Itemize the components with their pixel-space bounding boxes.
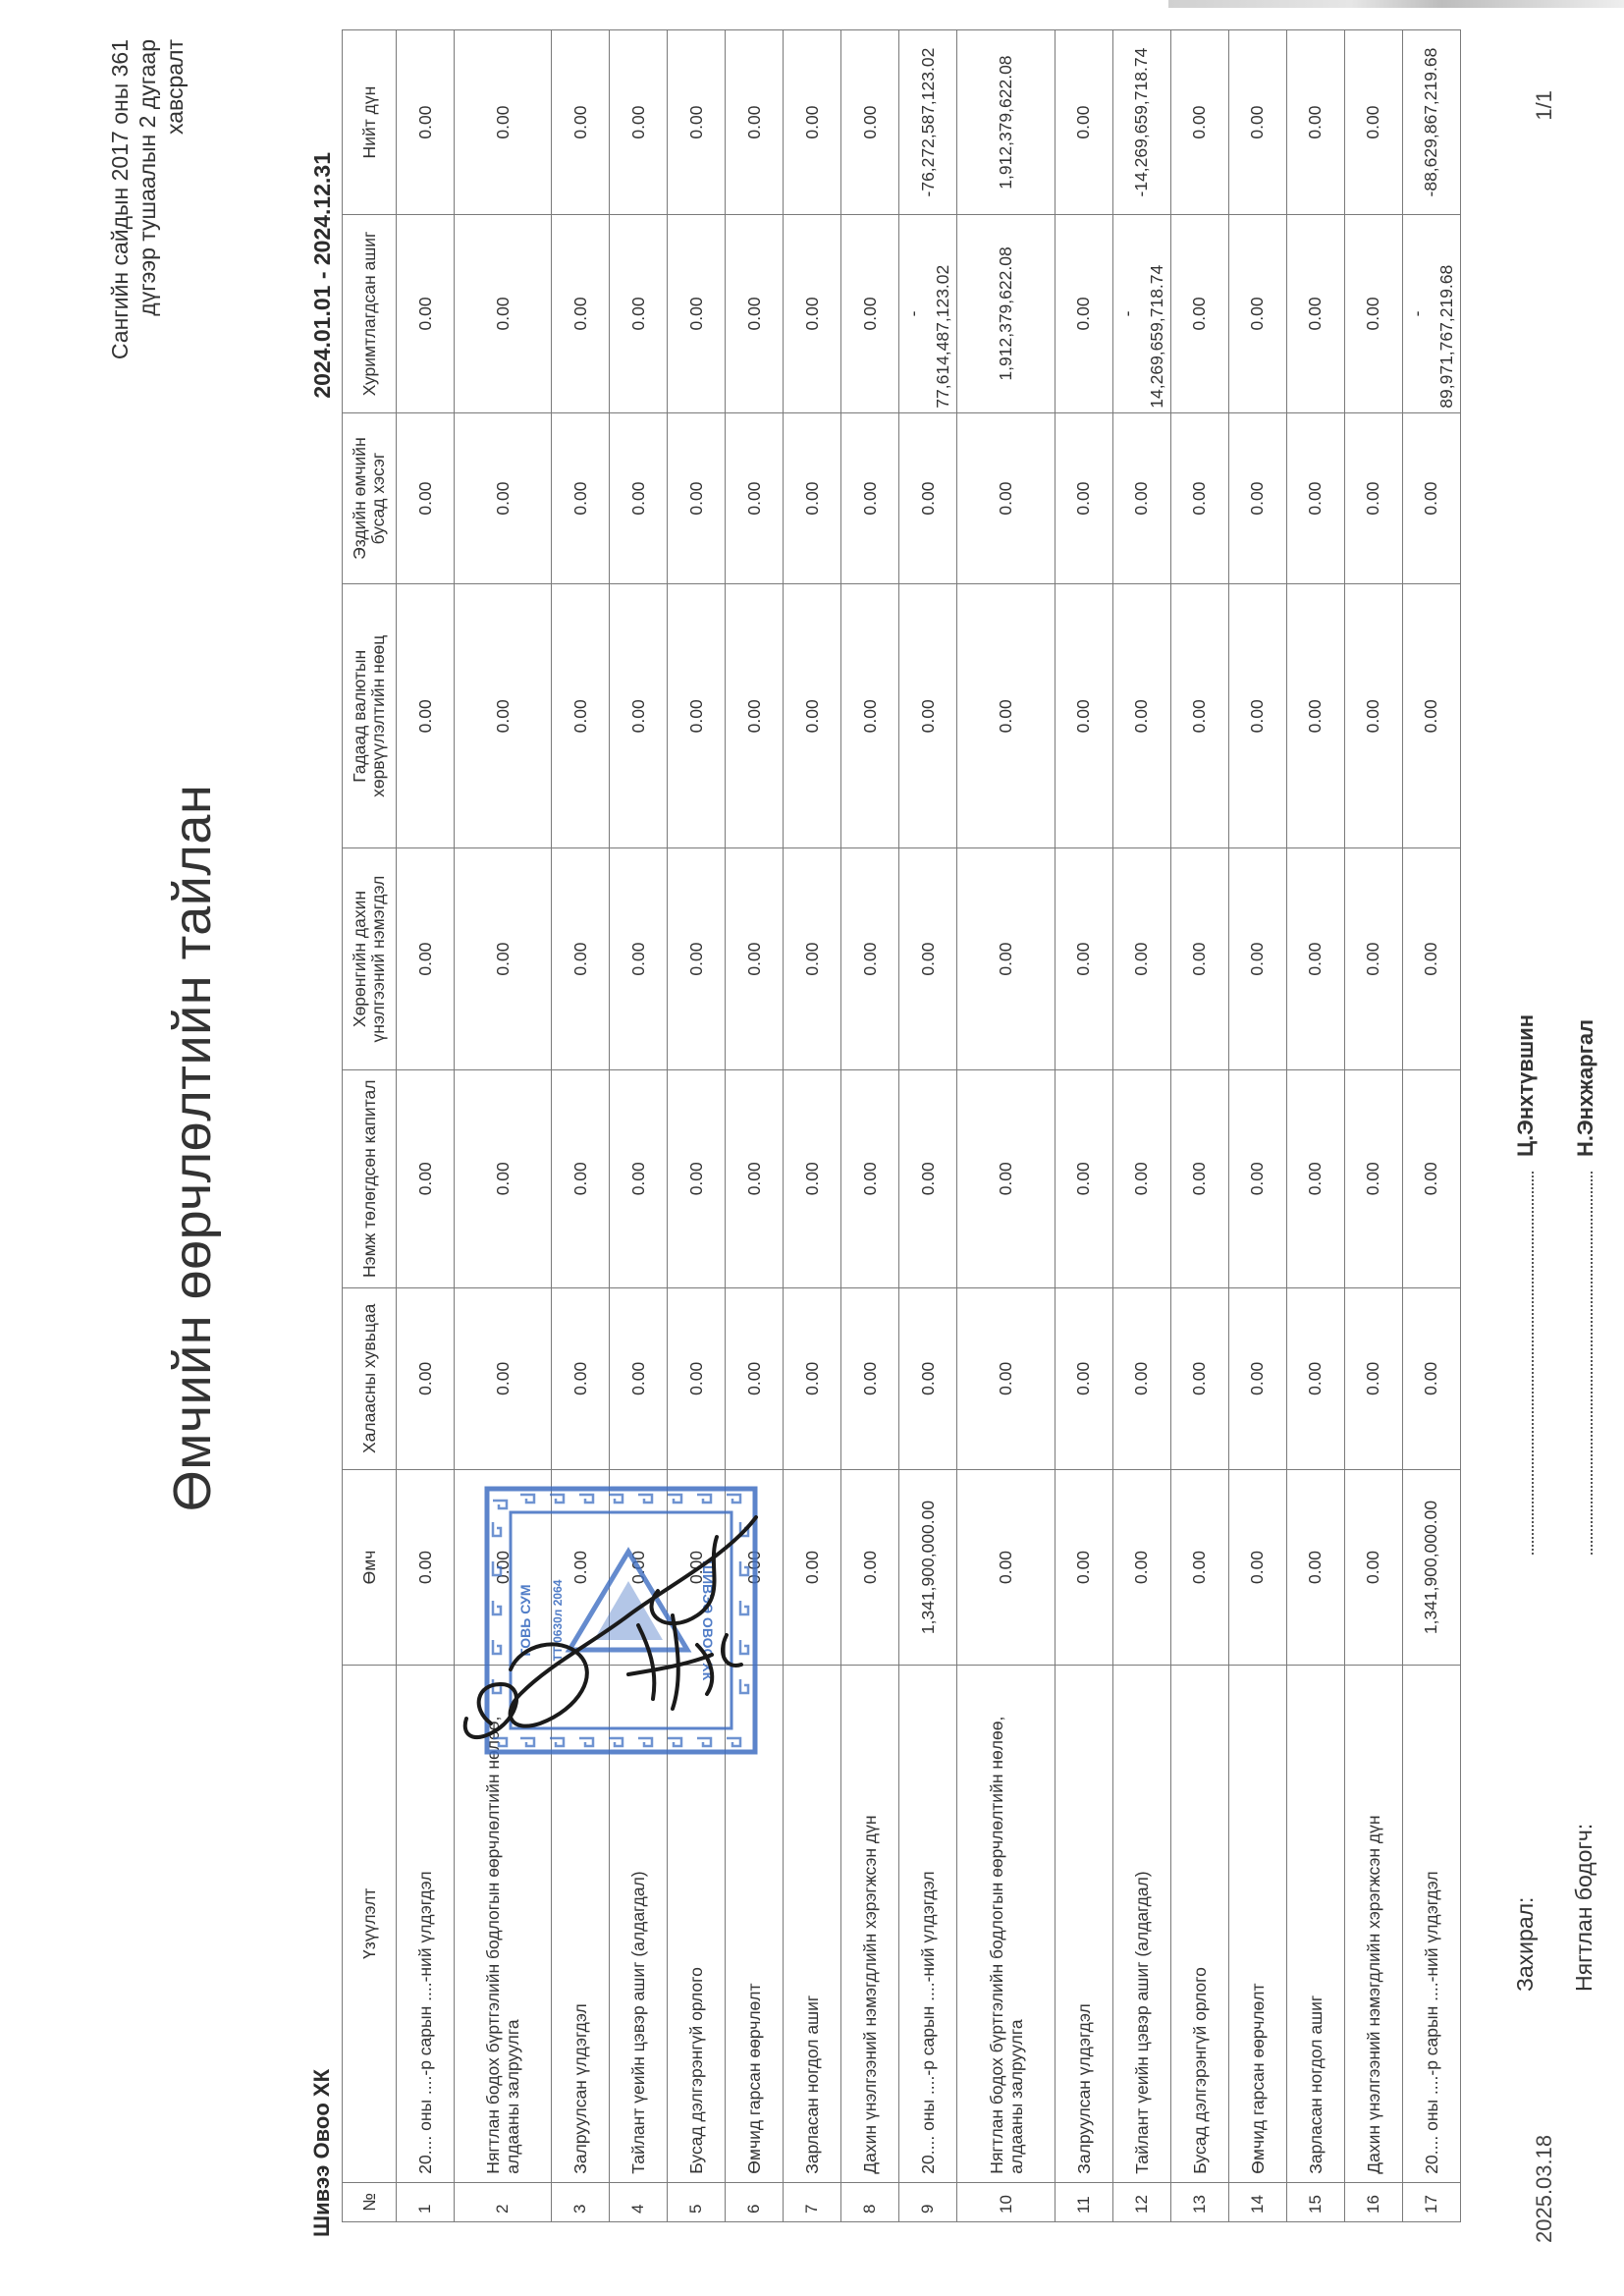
cell-treasury-shares: 0.00 [1170, 1287, 1228, 1469]
cell-treasury-shares: 0.00 [899, 1287, 957, 1469]
stamp-text-bottom: ШИВЭЭ ОВОО ХК [700, 1559, 716, 1681]
cell-other-equity: 0.00 [899, 412, 957, 584]
director-label: Захирал: [1512, 1896, 1538, 1992]
col-header-indicator: Үзүүлэлт [343, 1665, 397, 2182]
cell-total: -88,629,867,219.68 [1402, 30, 1460, 215]
cell-equity: 0.00 [1344, 1470, 1402, 1666]
cell-revaluation-surplus: 0.00 [610, 848, 668, 1070]
row-number: 17 [1402, 2182, 1460, 2221]
cell-equity: 1,341,900,000.00 [1402, 1470, 1460, 1666]
table-row [397, 30, 455, 2222]
table-row [1170, 30, 1228, 2222]
cell-equity: 0.00 [610, 1470, 668, 1666]
cell-revaluation-surplus: 0.00 [1170, 848, 1228, 1070]
retained-amount: 14,269,659,718.74 [1146, 264, 1166, 409]
col-header-no: № [343, 2182, 397, 2221]
row-indicator: 20.... оны ....-р сарын ....-ний үлдэгдэл [1402, 1665, 1460, 2182]
row-indicator: 20.... оны ....-р сарын ....-ний үлдэгдэл [899, 1665, 957, 2182]
reference-line-2: дүгээр тушаалын 2 дугаар [135, 39, 160, 316]
cell-other-equity: 0.00 [552, 412, 610, 584]
cell-additional-capital: 0.00 [552, 1069, 610, 1287]
cell-total: 0.00 [784, 30, 841, 215]
retained-minus-sign: - [903, 310, 924, 317]
cell-treasury-shares: 0.00 [1112, 1287, 1170, 1469]
cell-additional-capital: 0.00 [455, 1069, 552, 1287]
cell-fx-reserve: 0.00 [1112, 584, 1170, 848]
row-number: 4 [610, 2182, 668, 2221]
stamp-text-reg: ТТ:0630л 2064 [551, 1579, 565, 1662]
cell-other-equity: 0.00 [726, 412, 784, 584]
col-header-treasury-shares: Халаасны хувьцаа [343, 1287, 397, 1469]
cell-other-equity: 0.00 [610, 412, 668, 584]
cell-total: 0.00 [610, 30, 668, 215]
cell-total: 0.00 [552, 30, 610, 215]
row-indicator: Бусад дэлгэрэнгүй орлого [668, 1665, 726, 2182]
reference-line-1: Сангийн сайдын 2017 оны 361 [107, 39, 133, 360]
reference-line-3: хавсралт [162, 39, 188, 136]
cell-additional-capital: 0.00 [784, 1069, 841, 1287]
cell-fx-reserve: 0.00 [397, 584, 455, 848]
cell-total: -14,269,659,718.74 [1112, 30, 1170, 215]
cell-total: 0.00 [1170, 30, 1228, 215]
cell-additional-capital: 0.00 [1344, 1069, 1402, 1287]
cell-other-equity: 0.00 [784, 412, 841, 584]
report-title: Өмчийн өөрчлөлтийн тайлан [163, 784, 222, 1512]
row-indicator: Зарласан ногдол ашиг [1286, 1665, 1344, 2182]
cell-fx-reserve: 0.00 [841, 584, 899, 848]
table-body [397, 30, 1461, 2222]
cell-additional-capital: 0.00 [1055, 1069, 1112, 1287]
cell-additional-capital: 0.00 [841, 1069, 899, 1287]
retained-minus-sign: - [1406, 310, 1427, 317]
cell-fx-reserve: 0.00 [1170, 584, 1228, 848]
row-indicator: Нягтлан бодох бүртгэлийн бодлогын өөрчлөлтийн нөлөө, алдааны залруулга [957, 1665, 1055, 2182]
cell-fx-reserve: 0.00 [957, 584, 1055, 848]
cell-equity: 0.00 [726, 1470, 784, 1666]
row-indicator: Өмчид гарсан өөрчлөлт [1228, 1665, 1286, 2182]
cell-retained-earnings: 0.00 [726, 215, 784, 413]
cell-treasury-shares: 0.00 [1402, 1287, 1460, 1469]
row-indicator: Өмчид гарсан өөрчлөлт [726, 1665, 784, 2182]
director-signature-stroke [511, 1517, 756, 1726]
row-indicator: Залруулсан үлдэгдэл [1055, 1665, 1112, 2182]
table-row [1112, 30, 1170, 2222]
cell-additional-capital: 0.00 [1170, 1069, 1228, 1287]
cell-treasury-shares: 0.00 [957, 1287, 1055, 1469]
cell-additional-capital: 0.00 [899, 1069, 957, 1287]
col-header-total: Нийт дүн [343, 30, 397, 215]
cell-retained-earnings: 0.00 [1228, 215, 1286, 413]
row-indicator: Тайлант үеийн цэвэр ашиг (алдагдал) [610, 1665, 668, 2182]
cell-other-equity: 0.00 [1112, 412, 1170, 584]
table-row [1402, 30, 1460, 2222]
cell-other-equity: 0.00 [1055, 412, 1112, 584]
cell-revaluation-surplus: 0.00 [1112, 848, 1170, 1070]
cell-treasury-shares: 0.00 [397, 1287, 455, 1469]
cell-retained-earnings: 0.00 [1286, 215, 1344, 413]
row-indicator: Залруулсан үлдэгдэл [552, 1665, 610, 2182]
cell-revaluation-surplus: 0.00 [726, 848, 784, 1070]
col-header-retained-earnings: Хуримтлагдсан ашиг [343, 215, 397, 413]
cell-total: 0.00 [455, 30, 552, 215]
director-signature-line [1532, 1172, 1534, 1555]
cell-revaluation-surplus: 0.00 [455, 848, 552, 1070]
accountant-label: Нягтлан бодогч: [1571, 1823, 1597, 1992]
document-date: 2025.03.18 [1532, 2134, 1556, 2243]
accountant-signature-flourish [697, 1635, 741, 1694]
table-row [455, 30, 552, 2222]
cell-other-equity: 0.00 [957, 412, 1055, 584]
cell-equity: 0.00 [455, 1470, 552, 1666]
cell-fx-reserve: 0.00 [552, 584, 610, 848]
cell-retained-earnings: 0.00 [784, 215, 841, 413]
cell-revaluation-surplus: 0.00 [552, 848, 610, 1070]
director-name: Ц.Энхтүвшин [1513, 1013, 1538, 1157]
cell-retained-earnings: 0.00 [552, 215, 610, 413]
table-row [1055, 30, 1112, 2222]
cell-treasury-shares: 0.00 [784, 1287, 841, 1469]
cell-additional-capital: 0.00 [1112, 1069, 1170, 1287]
cell-total: 0.00 [726, 30, 784, 215]
cell-revaluation-surplus: 0.00 [1055, 848, 1112, 1070]
cell-fx-reserve: 0.00 [1055, 584, 1112, 848]
cell-equity: 0.00 [1055, 1470, 1112, 1666]
accountant-signature-line [1591, 1172, 1593, 1555]
row-number: 16 [1344, 2182, 1402, 2221]
cell-other-equity: 0.00 [1170, 412, 1228, 584]
cell-total: 0.00 [397, 30, 455, 215]
cell-additional-capital: 0.00 [668, 1069, 726, 1287]
cell-retained-earnings [1402, 215, 1460, 413]
accountant-name: Н.Энхжаргал [1573, 1018, 1597, 1157]
cell-treasury-shares: 0.00 [455, 1287, 552, 1469]
company-name: Шивээ Овоо ХК [309, 2068, 334, 2237]
col-header-equity: Өмч [343, 1470, 397, 1666]
cell-equity: 0.00 [1228, 1470, 1286, 1666]
cell-additional-capital: 0.00 [397, 1069, 455, 1287]
cell-treasury-shares: 0.00 [1055, 1287, 1112, 1469]
cell-retained-earnings: 0.00 [455, 215, 552, 413]
cell-total: -76,272,587,123.02 [899, 30, 957, 215]
report-period: 2024.01.01 - 2024.12.31 [309, 152, 335, 399]
cell-equity: 1,341,900,000.00 [899, 1470, 957, 1666]
table-row [1344, 30, 1402, 2222]
cell-other-equity: 0.00 [455, 412, 552, 584]
cell-additional-capital: 0.00 [1402, 1069, 1460, 1287]
col-header-revaluation-surplus: Хөрөнгийн дахин үнэлгээний нэмэгдэл [343, 848, 397, 1070]
row-indicator: Дахин үнэлгээний нэмэгдлийн хэрэгжсэн дүн [841, 1665, 899, 2182]
cell-fx-reserve: 0.00 [668, 584, 726, 848]
cell-other-equity: 0.00 [1402, 412, 1460, 584]
cell-revaluation-surplus: 0.00 [1228, 848, 1286, 1070]
table-row [841, 30, 899, 2222]
table-row [957, 30, 1055, 2222]
cell-treasury-shares: 0.00 [1344, 1287, 1402, 1469]
cell-fx-reserve: 0.00 [726, 584, 784, 848]
row-number: 15 [1286, 2182, 1344, 2221]
cell-treasury-shares: 0.00 [841, 1287, 899, 1469]
cell-additional-capital: 0.00 [610, 1069, 668, 1287]
cell-revaluation-surplus: 0.00 [899, 848, 957, 1070]
cell-fx-reserve: 0.00 [784, 584, 841, 848]
cell-treasury-shares: 0.00 [610, 1287, 668, 1469]
table-row [610, 30, 668, 2222]
cell-equity: 0.00 [1170, 1470, 1228, 1666]
cell-treasury-shares: 0.00 [1228, 1287, 1286, 1469]
row-number: 2 [455, 2182, 552, 2221]
row-number: 12 [1112, 2182, 1170, 2221]
cell-other-equity: 0.00 [1286, 412, 1344, 584]
cell-revaluation-surplus: 0.00 [1402, 848, 1460, 1070]
cell-other-equity: 0.00 [1228, 412, 1286, 584]
equity-changes-table [342, 29, 1461, 2222]
row-number: 7 [784, 2182, 841, 2221]
cell-total: 0.00 [1228, 30, 1286, 215]
cell-fx-reserve: 0.00 [1344, 584, 1402, 848]
cell-fx-reserve: 0.00 [610, 584, 668, 848]
table-header-row [343, 30, 397, 2222]
retained-minus-sign: - [1116, 310, 1137, 317]
row-number: 14 [1228, 2182, 1286, 2221]
cell-fx-reserve: 0.00 [899, 584, 957, 848]
handwritten-signatures [432, 1498, 805, 1763]
row-indicator: Дахин үнэлгээний нэмэгдлийн хэрэгжсэн дүн [1344, 1665, 1402, 2182]
cell-treasury-shares: 0.00 [668, 1287, 726, 1469]
cell-fx-reserve: 0.00 [1286, 584, 1344, 848]
cell-revaluation-surplus: 0.00 [841, 848, 899, 1070]
cell-retained-earnings: 0.00 [841, 215, 899, 413]
cell-other-equity: 0.00 [841, 412, 899, 584]
cell-revaluation-surplus: 0.00 [1286, 848, 1344, 1070]
cell-retained-earnings: 0.00 [610, 215, 668, 413]
cell-retained-earnings: 0.00 [397, 215, 455, 413]
col-header-additional-capital: Нэмж төлөгдсөн капитал [343, 1069, 397, 1287]
row-number: 6 [726, 2182, 784, 2221]
table-row [784, 30, 841, 2222]
cell-retained-earnings [1112, 215, 1170, 413]
cell-total: 1,912,379,622.08 [957, 30, 1055, 215]
row-number: 10 [957, 2182, 1055, 2221]
cell-fx-reserve: 0.00 [455, 584, 552, 848]
cell-equity: 0.00 [841, 1470, 899, 1666]
cell-treasury-shares: 0.00 [1286, 1287, 1344, 1469]
cell-equity: 0.00 [397, 1470, 455, 1666]
cell-revaluation-surplus: 0.00 [957, 848, 1055, 1070]
cell-revaluation-surplus: 0.00 [784, 848, 841, 1070]
stamp-text-top: ГОВЬ СУМ [517, 1584, 533, 1657]
retained-amount: 89,971,767,219.68 [1436, 264, 1456, 409]
cell-other-equity: 0.00 [1344, 412, 1402, 584]
cell-additional-capital: 0.00 [957, 1069, 1055, 1287]
cell-equity: 0.00 [668, 1470, 726, 1666]
cell-equity: 0.00 [1286, 1470, 1344, 1666]
cell-additional-capital: 0.00 [1228, 1069, 1286, 1287]
row-number: 11 [1055, 2182, 1112, 2221]
cell-additional-capital: 0.00 [726, 1069, 784, 1287]
cell-treasury-shares: 0.00 [726, 1287, 784, 1469]
row-indicator: Бусад дэлгэрэнгүй орлого [1170, 1665, 1228, 2182]
retained-amount: 77,614,487,123.02 [933, 264, 953, 409]
cell-fx-reserve: 0.00 [1402, 584, 1460, 848]
cell-treasury-shares: 0.00 [552, 1287, 610, 1469]
accountant-signature-stroke [628, 1615, 712, 1709]
cell-total: 0.00 [1286, 30, 1344, 215]
table-row [899, 30, 957, 2222]
row-indicator: Нягтлан бодох бүртгэлийн бодлогын өөрчлөлтийн нөлөө, алдааны залруулга [455, 1665, 552, 2182]
cell-total: 0.00 [841, 30, 899, 215]
cell-total: 0.00 [668, 30, 726, 215]
row-number: 8 [841, 2182, 899, 2221]
col-header-fx-reserve: Гадаад валютын хөрвүүлэлтийн нөөц [343, 584, 397, 848]
cell-revaluation-surplus: 0.00 [668, 848, 726, 1070]
table-row [1286, 30, 1344, 2222]
row-number: 5 [668, 2182, 726, 2221]
cell-total: 0.00 [1055, 30, 1112, 215]
cell-total: 0.00 [1344, 30, 1402, 215]
row-number: 9 [899, 2182, 957, 2221]
table-row [668, 30, 726, 2222]
cell-retained-earnings: 0.00 [1170, 215, 1228, 413]
cell-equity: 0.00 [784, 1470, 841, 1666]
table-row [1228, 30, 1286, 2222]
cell-retained-earnings: 0.00 [1344, 215, 1402, 413]
cell-retained-earnings [899, 215, 957, 413]
row-indicator: Зарласан ногдол ашиг [784, 1665, 841, 2182]
table-row [726, 30, 784, 2222]
cell-retained-earnings: 1,912,379,622.08 [957, 215, 1055, 413]
cell-retained-earnings: 0.00 [668, 215, 726, 413]
cell-other-equity: 0.00 [668, 412, 726, 584]
row-indicator: 20.... оны ....-р сарын ....-ний үлдэгдэл [397, 1665, 455, 2182]
row-number: 1 [397, 2182, 455, 2221]
cell-equity: 0.00 [957, 1470, 1055, 1666]
table-row [552, 30, 610, 2222]
cell-revaluation-surplus: 0.00 [397, 848, 455, 1070]
row-indicator: Тайлант үеийн цэвэр ашиг (алдагдал) [1112, 1665, 1170, 2182]
cell-equity: 0.00 [1112, 1470, 1170, 1666]
cell-retained-earnings: 0.00 [1055, 215, 1112, 413]
page-number: 1/1 [1532, 90, 1556, 121]
col-header-other-equity: Эздийн өмчийн бусад хэсэг [343, 412, 397, 584]
row-number: 3 [552, 2182, 610, 2221]
cell-revaluation-surplus: 0.00 [1344, 848, 1402, 1070]
row-number: 13 [1170, 2182, 1228, 2221]
cell-fx-reserve: 0.00 [1228, 584, 1286, 848]
cell-equity: 0.00 [552, 1470, 610, 1666]
cell-other-equity: 0.00 [397, 412, 455, 584]
cell-additional-capital: 0.00 [1286, 1069, 1344, 1287]
